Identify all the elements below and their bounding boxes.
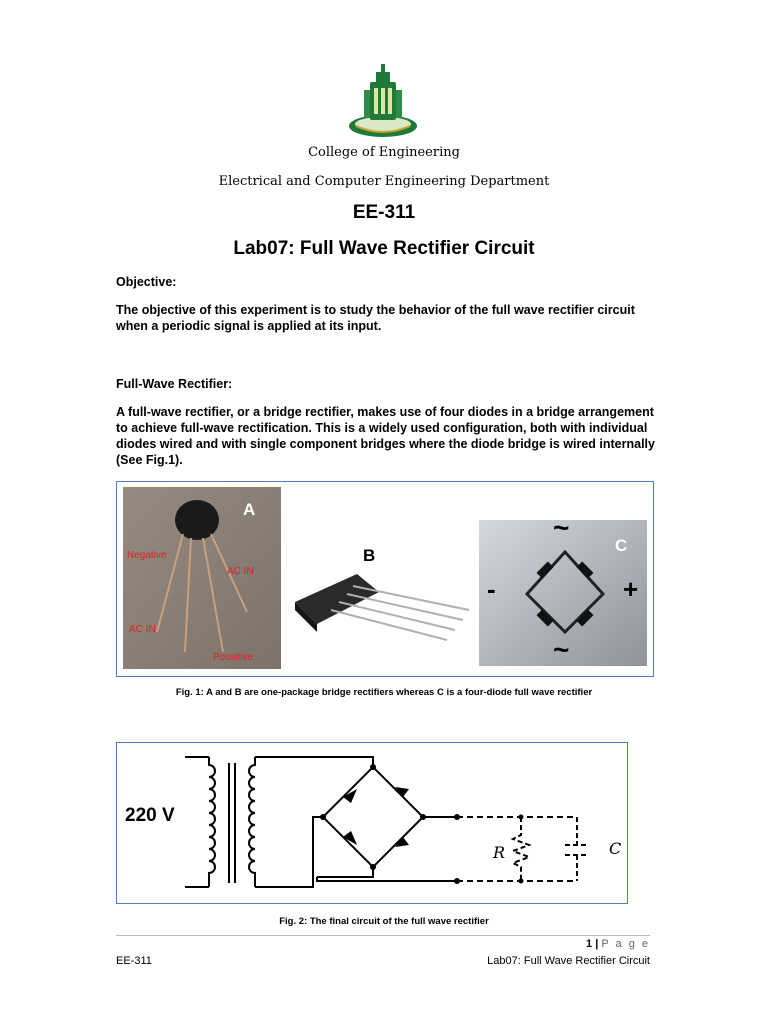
photo-a-label: A <box>243 500 256 519</box>
photo-c-label: C <box>615 536 628 555</box>
full-wave-line-3: diodes wired and with single component bridges where the diode bridge is wired internally <box>116 437 655 451</box>
photo-a-tag-negative: Negative <box>127 550 167 561</box>
page-indicator <box>560 938 650 950</box>
photo-a-tag-acin-left: AC IN <box>129 624 156 635</box>
resistor-label: R <box>493 843 506 862</box>
photo-a-tag-acin-right: AC IN <box>227 566 254 577</box>
footer-course: EE-311 <box>116 955 152 967</box>
full-wave-line-4: (See Fig.1). <box>116 453 183 467</box>
source-voltage-label: 220 V <box>125 805 175 826</box>
photo-c-tilde-top: ~ <box>553 512 570 543</box>
page-separator: | <box>595 938 599 950</box>
objective-heading: Objective: <box>116 275 177 289</box>
department-name: Electrical and Computer Engineering Department <box>218 174 550 189</box>
full-wave-line-1: A full-wave rectifier, or a bridge rectifier, makes use of four diodes in a bridge arrangement <box>116 405 654 419</box>
figure-1-caption: Fig. 1: A and B are one-package bridge rectifiers whereas C is a four-diode full wave rectifier <box>175 687 593 698</box>
footer-top-divider <box>116 935 650 936</box>
figure-1 <box>116 481 654 677</box>
photo-c-minus: - <box>487 574 496 604</box>
college-name: College of Engineering <box>308 145 460 160</box>
footer-lab-title: Lab07: Full Wave Rectifier Circuit <box>487 955 650 967</box>
full-wave-heading: Full-Wave Rectifier: <box>116 377 233 391</box>
figure-2 <box>116 742 628 904</box>
figure-1-photos <box>117 482 653 676</box>
course-code: EE-311 <box>352 202 416 223</box>
university-logo <box>346 64 420 140</box>
objective-line-1: The objective of this experiment is to study the behavior of the full wave rectifier circuit <box>116 303 635 317</box>
full-wave-text <box>116 404 656 468</box>
rectifier-circuit-diagram <box>117 743 627 903</box>
photo-b-label: B <box>363 546 376 565</box>
lab-title: Lab07: Full Wave Rectifier Circuit <box>233 238 535 259</box>
objective-text <box>116 302 656 334</box>
page-word: P a g e <box>601 938 650 950</box>
capacitor-label: C <box>609 839 622 858</box>
full-wave-line-2: to achieve full-wave rectification. This is a widely used configuration, both with individual <box>116 421 648 435</box>
photo-a-tag-positive: Possitive <box>213 652 254 663</box>
page-number: 1 <box>586 938 593 950</box>
photo-c-tilde-bottom: ~ <box>553 634 570 665</box>
figure-2-caption: Fig. 2: The final circuit of the full wave rectifier <box>279 916 489 927</box>
objective-line-2: when a periodic signal is applied at its input. <box>116 319 382 333</box>
photo-c-plus: + <box>623 574 639 604</box>
